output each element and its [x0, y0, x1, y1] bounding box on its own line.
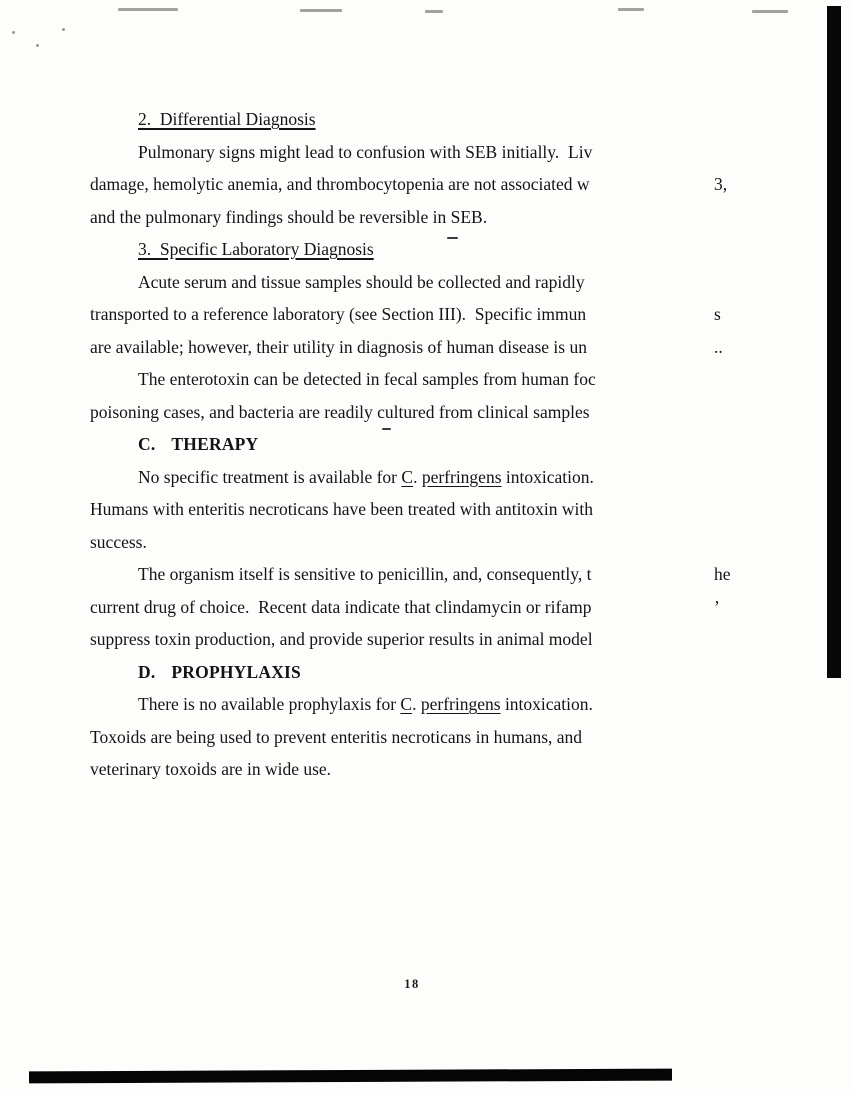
genus-abbreviation: C: [401, 466, 414, 487]
line-text: are available; however, their utility in diagnosis of human disease is un: [90, 336, 587, 357]
line-text: Acute serum and tissue samples should be collected and rapidly: [138, 271, 585, 292]
species-name: perfringens: [420, 694, 501, 714]
paragraph-line: [90, 168, 730, 201]
line-text: There is no available prophylaxis for: [138, 694, 401, 714]
paragraph-line: [90, 493, 730, 526]
scan-artifact-bottom-bar: [29, 1069, 672, 1084]
line-text: success.: [90, 531, 147, 552]
scan-artifact-dot: [36, 44, 39, 47]
right-edge-fragment: ..: [714, 336, 723, 357]
line-text: and the pulmonary findings should be reversible in SEB.: [90, 206, 488, 227]
scan-artifact-dash: [618, 8, 644, 11]
paragraph-line: [90, 558, 730, 591]
page-number: 18: [404, 977, 420, 991]
paragraph-line: [90, 396, 730, 429]
scan-artifact-dash: [300, 9, 342, 12]
line-text: Pulmonary signs might lead to confusion with SEB initially. Liv: [138, 141, 593, 162]
heading-laboratory-diagnosis: [90, 233, 730, 266]
right-edge-fragment: s: [714, 304, 721, 324]
paragraph-line: [90, 623, 730, 656]
paragraph-line: [90, 331, 730, 364]
paragraph-line: [90, 266, 730, 299]
line-text: suppress toxin production, and provide superior results in animal model: [90, 629, 593, 649]
paragraph-line: [90, 461, 730, 494]
line-text: No specific treatment is available for: [138, 466, 402, 487]
line-text: Toxoids are being used to prevent enteritis necroticans in humans, and: [90, 726, 583, 747]
paragraph-line: [90, 753, 730, 786]
line-text: .: [413, 466, 422, 487]
scan-artifact-dot: [12, 31, 15, 34]
heading-text: 3. Specific Laboratory Diagnosis: [138, 239, 374, 259]
scan-artifact-dash: [425, 10, 443, 13]
scan-artifact-dash: [118, 8, 178, 11]
scan-artifact-dash: [752, 10, 788, 13]
paragraph-line: [90, 688, 730, 721]
right-edge-fragment: 3,: [714, 174, 728, 194]
heading-letter: D.: [138, 661, 156, 682]
line-text: The organism itself is sensitive to penicillin, and, consequently, t: [138, 564, 592, 584]
line-text: damage, hemolytic anemia, and thrombocytopenia are not associated w: [90, 174, 590, 194]
right-edge-fragment: he: [714, 564, 731, 584]
paragraph-line: [90, 591, 730, 624]
scan-artifact-dot: [62, 28, 65, 31]
paragraph-line: [90, 298, 730, 331]
genus-abbreviation: C: [400, 694, 413, 714]
line-text: veterinary toxoids are in wide use.: [90, 759, 332, 779]
line-text: transported to a reference laboratory (see Section III). Specific immun: [90, 304, 587, 324]
line-text: The enterotoxin can be detected in fecal samples from human foc: [138, 369, 596, 389]
paragraph-line: [90, 721, 730, 754]
line-text: intoxication.: [500, 694, 593, 714]
line-text: poisoning cases, and bacteria are readily cultured from clinical samples: [90, 401, 590, 422]
heading-differential-diagnosis: [90, 103, 730, 136]
line-text: .: [412, 694, 421, 714]
paragraph-line: [90, 526, 730, 559]
heading-prophylaxis: [90, 656, 730, 689]
heading-text: 2. Differential Diagnosis: [138, 109, 316, 129]
right-edge-fragment: ’: [714, 596, 720, 617]
line-text: Humans with enteritis necroticans have been treated with antitoxin with: [90, 499, 593, 519]
paragraph-line: [90, 363, 730, 396]
scan-artifact-right-bar: [827, 6, 841, 678]
heading-title: THERAPY: [171, 434, 259, 454]
page-body: [90, 103, 730, 786]
heading-letter: C.: [138, 434, 156, 454]
paragraph-line: [90, 201, 730, 234]
species-name: perfringens: [421, 466, 502, 487]
line-text: current drug of choice. Recent data indicate that clindamycin or rifamp: [90, 596, 592, 617]
line-text: intoxication.: [501, 466, 594, 487]
paragraph-line: [90, 136, 730, 169]
heading-title: PROPHYLAXIS: [171, 661, 301, 682]
heading-therapy: [90, 428, 730, 461]
